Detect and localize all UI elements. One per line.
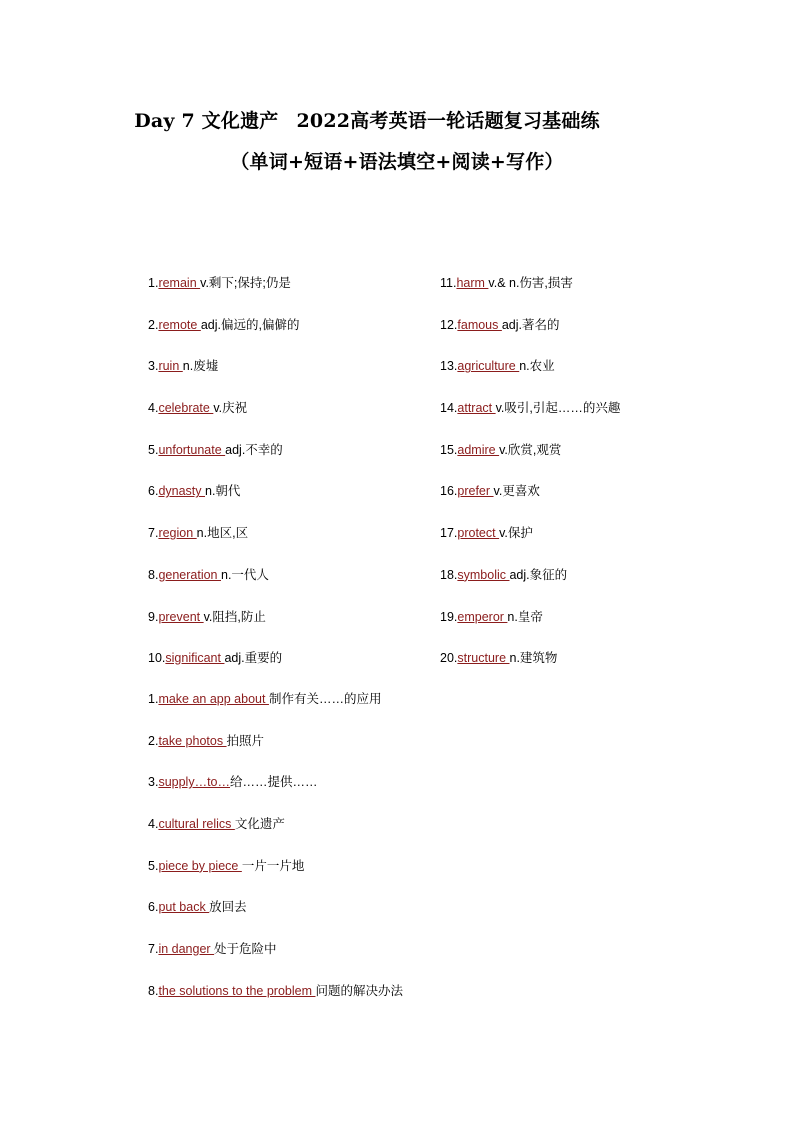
item-number: 2. xyxy=(148,317,159,332)
answer-word: attract xyxy=(457,401,496,416)
item-number: 12. xyxy=(440,317,458,332)
vocab-item xyxy=(148,400,299,442)
answer-phrase: make an app about xyxy=(158,692,269,706)
answer-phrase: put back xyxy=(158,900,210,915)
phrase-item xyxy=(148,733,403,775)
word-meaning: n.皇帝 xyxy=(507,609,543,624)
answer-phrase: piece by piece xyxy=(158,858,242,873)
word-meaning: v.阻挡,防止 xyxy=(203,609,266,624)
answer-word: harm xyxy=(456,276,489,290)
item-number: 14. xyxy=(440,401,458,416)
vocab-item xyxy=(440,650,620,692)
word-meaning: n.建筑物 xyxy=(509,651,558,666)
answer-phrase: supply…to… xyxy=(158,775,230,790)
answer-word: protect xyxy=(457,526,500,541)
item-number: 20. xyxy=(440,651,458,666)
phrase-meaning: 制作有关……的应用 xyxy=(268,692,382,706)
vocab-list-right xyxy=(440,275,620,692)
item-number: 17. xyxy=(440,526,458,541)
word-meaning: adj.象征的 xyxy=(509,567,568,582)
word-meaning: v.& n.伤害,损害 xyxy=(488,276,573,290)
phrase-list xyxy=(148,691,403,1025)
item-number: 13. xyxy=(440,359,458,374)
answer-word: famous xyxy=(457,317,502,332)
item-number: 10. xyxy=(148,651,166,666)
item-number: 2. xyxy=(148,733,159,748)
vocab-item xyxy=(440,400,620,442)
item-number: 8. xyxy=(148,983,159,998)
vocab-item xyxy=(148,609,299,651)
phrase-meaning: 处于危险中 xyxy=(214,942,277,957)
vocab-item xyxy=(440,525,620,567)
phrase-item xyxy=(148,691,403,733)
word-meaning: v.更喜欢 xyxy=(493,484,540,499)
item-number: 3. xyxy=(148,359,159,374)
item-number: 1. xyxy=(148,692,159,706)
answer-word: remain xyxy=(158,276,201,290)
item-number: 9. xyxy=(148,609,159,624)
word-meaning: n.废墟 xyxy=(182,359,219,374)
vocab-item xyxy=(148,650,299,692)
item-number: 4. xyxy=(148,817,159,832)
answer-word: emperor xyxy=(457,609,508,624)
vocab-item xyxy=(148,525,299,567)
word-meaning: adj.重要的 xyxy=(224,651,283,666)
item-number: 6. xyxy=(148,484,159,499)
phrase-item xyxy=(148,983,403,1025)
vocab-item xyxy=(440,358,620,400)
item-number: 5. xyxy=(148,442,159,457)
answer-word: prefer xyxy=(457,484,494,499)
vocab-item xyxy=(148,317,299,359)
item-number: 6. xyxy=(148,900,159,915)
item-number: 1. xyxy=(148,276,159,290)
vocab-item xyxy=(148,275,299,317)
word-meaning: v.剩下;保持;仍是 xyxy=(200,276,291,290)
word-meaning: v.庆祝 xyxy=(213,401,248,416)
phrase-item xyxy=(148,899,403,941)
answer-word: ruin xyxy=(158,359,183,374)
page-title xyxy=(0,106,764,133)
vocab-item xyxy=(440,567,620,609)
vocab-item xyxy=(440,442,620,484)
answer-phrase: take photos xyxy=(158,733,227,748)
word-meaning: adj.不幸的 xyxy=(225,442,283,457)
item-number: 11. xyxy=(440,276,457,290)
phrase-meaning: 问题的解决办法 xyxy=(315,983,403,998)
word-meaning: v.欣赏,观赏 xyxy=(499,442,562,457)
vocab-item xyxy=(440,275,620,317)
vocab-item xyxy=(440,609,620,651)
word-meaning: n.一代人 xyxy=(221,567,269,582)
word-meaning: n.地区,区 xyxy=(196,526,249,541)
item-number: 4. xyxy=(148,401,159,416)
phrase-meaning: 给……提供…… xyxy=(230,775,318,790)
word-meaning: n.朝代 xyxy=(205,484,241,499)
phrase-meaning: 放回去 xyxy=(209,900,247,915)
answer-word: symbolic xyxy=(457,567,510,582)
item-number: 3. xyxy=(148,775,159,790)
answer-phrase: the solutions to the problem xyxy=(158,983,316,998)
phrase-meaning: 一片一片地 xyxy=(241,858,305,873)
item-number: 15. xyxy=(440,442,458,457)
vocab-item xyxy=(148,483,299,525)
answer-word: remote xyxy=(158,317,201,332)
word-meaning: adj.偏远的,偏僻的 xyxy=(200,317,300,332)
word-meaning: n.农业 xyxy=(519,359,555,374)
answer-word: structure xyxy=(457,651,510,666)
answer-word: admire xyxy=(457,442,500,457)
vocab-item xyxy=(148,567,299,609)
answer-phrase: in danger xyxy=(158,942,215,957)
phrase-meaning: 文化遗产 xyxy=(234,817,285,832)
answer-word: generation xyxy=(158,567,221,582)
answer-word: prevent xyxy=(158,609,204,624)
word-meaning: adj.著名的 xyxy=(501,317,560,332)
item-number: 7. xyxy=(148,526,159,541)
answer-word: unfortunate xyxy=(158,442,226,457)
vocab-item xyxy=(440,483,620,525)
answer-word: region xyxy=(158,526,197,541)
phrase-item xyxy=(148,858,403,900)
vocab-item xyxy=(440,317,620,359)
word-meaning: v.保护 xyxy=(499,526,533,541)
answer-word: dynasty xyxy=(158,484,205,499)
page-subtitle: （单词+短语+语法填空+阅读+写作） xyxy=(230,151,564,173)
item-number: 5. xyxy=(148,858,159,873)
item-number: 7. xyxy=(148,942,159,957)
page-title-main: 2022高考英语一轮话题复习基础练 xyxy=(296,110,600,132)
vocab-list-left xyxy=(148,275,299,692)
item-number: 18. xyxy=(440,567,458,582)
answer-phrase: cultural relics xyxy=(158,817,235,832)
phrase-item xyxy=(148,816,403,858)
vocab-item xyxy=(148,442,299,484)
vocab-item xyxy=(148,358,299,400)
page-title-day: Day 7 文化遗产 xyxy=(134,110,279,132)
phrase-meaning: 拍照片 xyxy=(226,733,265,748)
word-meaning: v.吸引,引起……的兴趣 xyxy=(495,401,621,416)
phrase-item xyxy=(148,774,403,816)
answer-word: significant xyxy=(165,651,225,666)
item-number: 16. xyxy=(440,484,458,499)
item-number: 19. xyxy=(440,609,458,624)
answer-word: celebrate xyxy=(158,401,214,416)
answer-word: agriculture xyxy=(457,359,520,374)
item-number: 8. xyxy=(148,567,159,582)
phrase-item xyxy=(148,941,403,983)
